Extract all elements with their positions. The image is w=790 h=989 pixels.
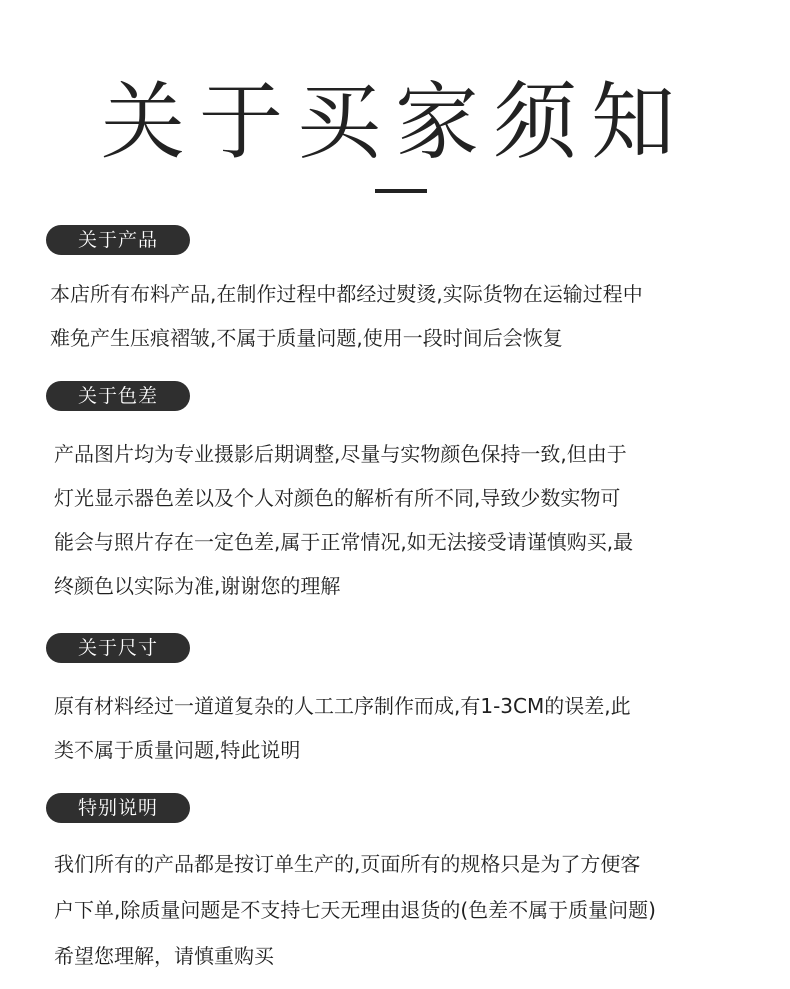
text-line: 灯光显示器色差以及个人对颜色的解析有所不同,导致少数实物可 — [54, 486, 621, 510]
text-line: 终颜色以实际为准,谢谢您的理解 — [54, 574, 341, 598]
section-text-product — [50, 276, 770, 364]
text-line: 希望您理解，请慎重购买 — [54, 944, 274, 968]
section-text-special — [54, 846, 774, 984]
section-text-color — [54, 436, 774, 612]
section-badge-size: 关于尺寸 — [46, 633, 190, 663]
section-badge-color: 关于色差 — [46, 381, 190, 411]
text-line: 类不属于质量问题,特此说明 — [54, 738, 301, 762]
text-line: 难免产生压痕褶皱,不属于质量问题,使用一段时间后会恢复 — [50, 326, 563, 350]
text-line: 户下单,除质量问题是不支持七天无理由退货的(色差不属于质量问题) — [54, 898, 656, 922]
section-badge-product: 关于产品 — [46, 225, 190, 255]
title-underline — [375, 189, 427, 193]
text-line: 本店所有布料产品,在制作过程中都经过熨烫,实际货物在运输过程中 — [50, 282, 643, 306]
section-text-size — [54, 688, 774, 776]
text-line: 产品图片均为专业摄影后期调整,尽量与实物颜色保持一致,但由于 — [54, 442, 627, 466]
text-line: 我们所有的产品都是按订单生产的,页面所有的规格只是为了方便客 — [54, 852, 641, 876]
text-line: 能会与照片存在一定色差,属于正常情况,如无法接受请谨慎购买,最 — [54, 530, 634, 554]
section-badge-special: 特别说明 — [46, 793, 190, 823]
page-title: 关于买家须知 — [100, 73, 689, 171]
text-line: 原有材料经过一道道复杂的人工工序制作而成,有1-3CM的误差,此 — [54, 694, 631, 718]
